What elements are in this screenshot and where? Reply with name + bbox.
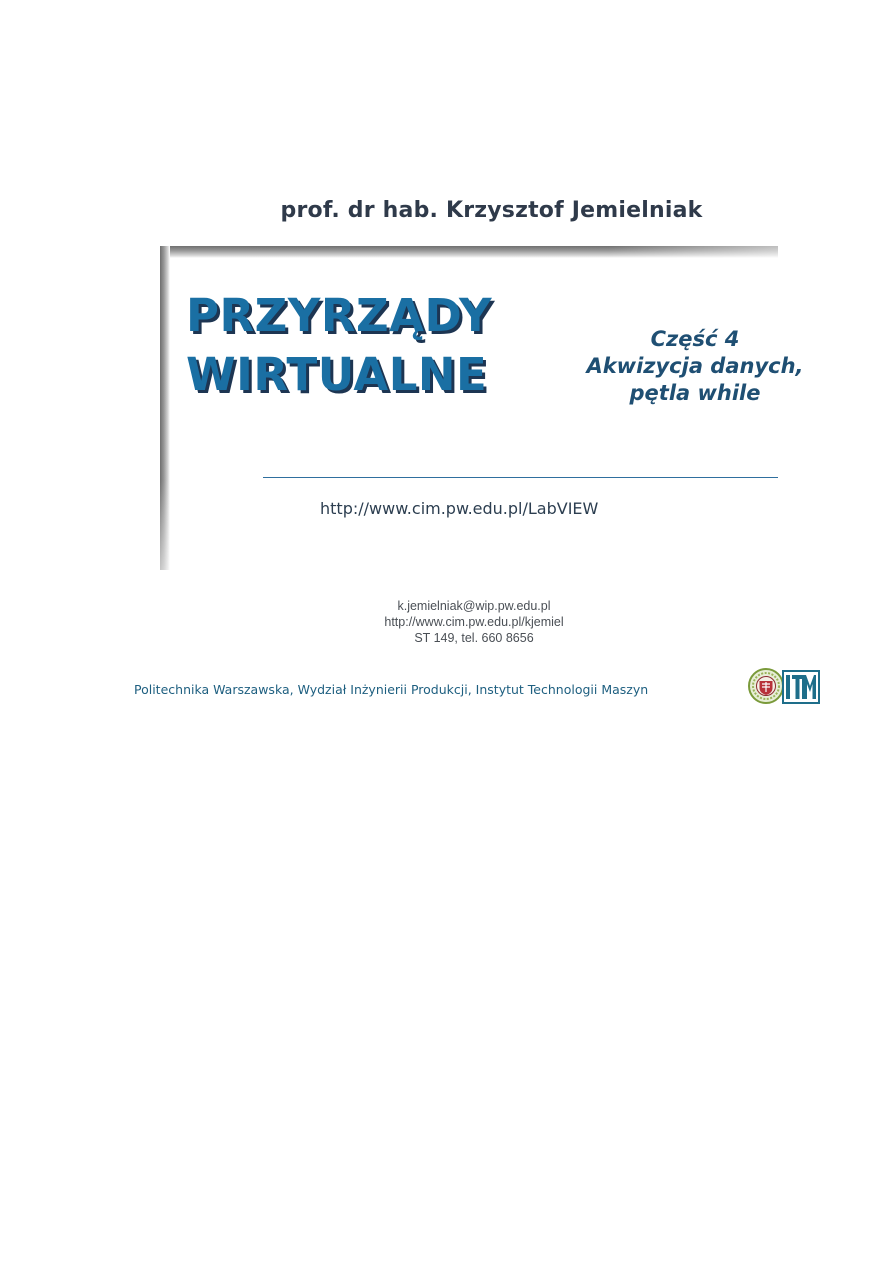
slide-part-line-3: pętla while (629, 381, 761, 405)
contact-office: ST 149, tel. 660 8656 (414, 631, 534, 645)
slide-left-border-fade (160, 480, 170, 570)
slide-divider (263, 477, 778, 478)
slide-title (186, 286, 492, 404)
institution-name: Politechnika Warszawska, Wydział Inżynierii Produkcji, Instytut Technologii Maszyn (134, 682, 649, 697)
slide-part-line-2: Akwizycja danych, (586, 354, 804, 378)
university-seal-icon (748, 668, 784, 704)
slide-top-border-fade (608, 246, 778, 258)
contact-email-link[interactable]: k.jemielniak@wip.pw.edu.pl (397, 599, 551, 613)
contact-block (0, 598, 893, 646)
contact-homepage-link[interactable]: http://www.cim.pw.edu.pl/kjemiel (384, 615, 564, 629)
itm-logo-icon (782, 670, 820, 704)
title-slide (160, 246, 804, 570)
slide-title-line-1: PRZYRZĄDY (186, 289, 493, 342)
slide-url-link[interactable]: http://www.cim.pw.edu.pl/LabVIEW (320, 499, 599, 518)
author-name: prof. dr hab. Krzysztof Jemielniak (280, 198, 703, 223)
slide-part-line-1: Część 4 (650, 327, 740, 351)
slide-title-line-2: WIRTUALNE (186, 348, 488, 401)
slide-part-subtitle (570, 326, 820, 407)
